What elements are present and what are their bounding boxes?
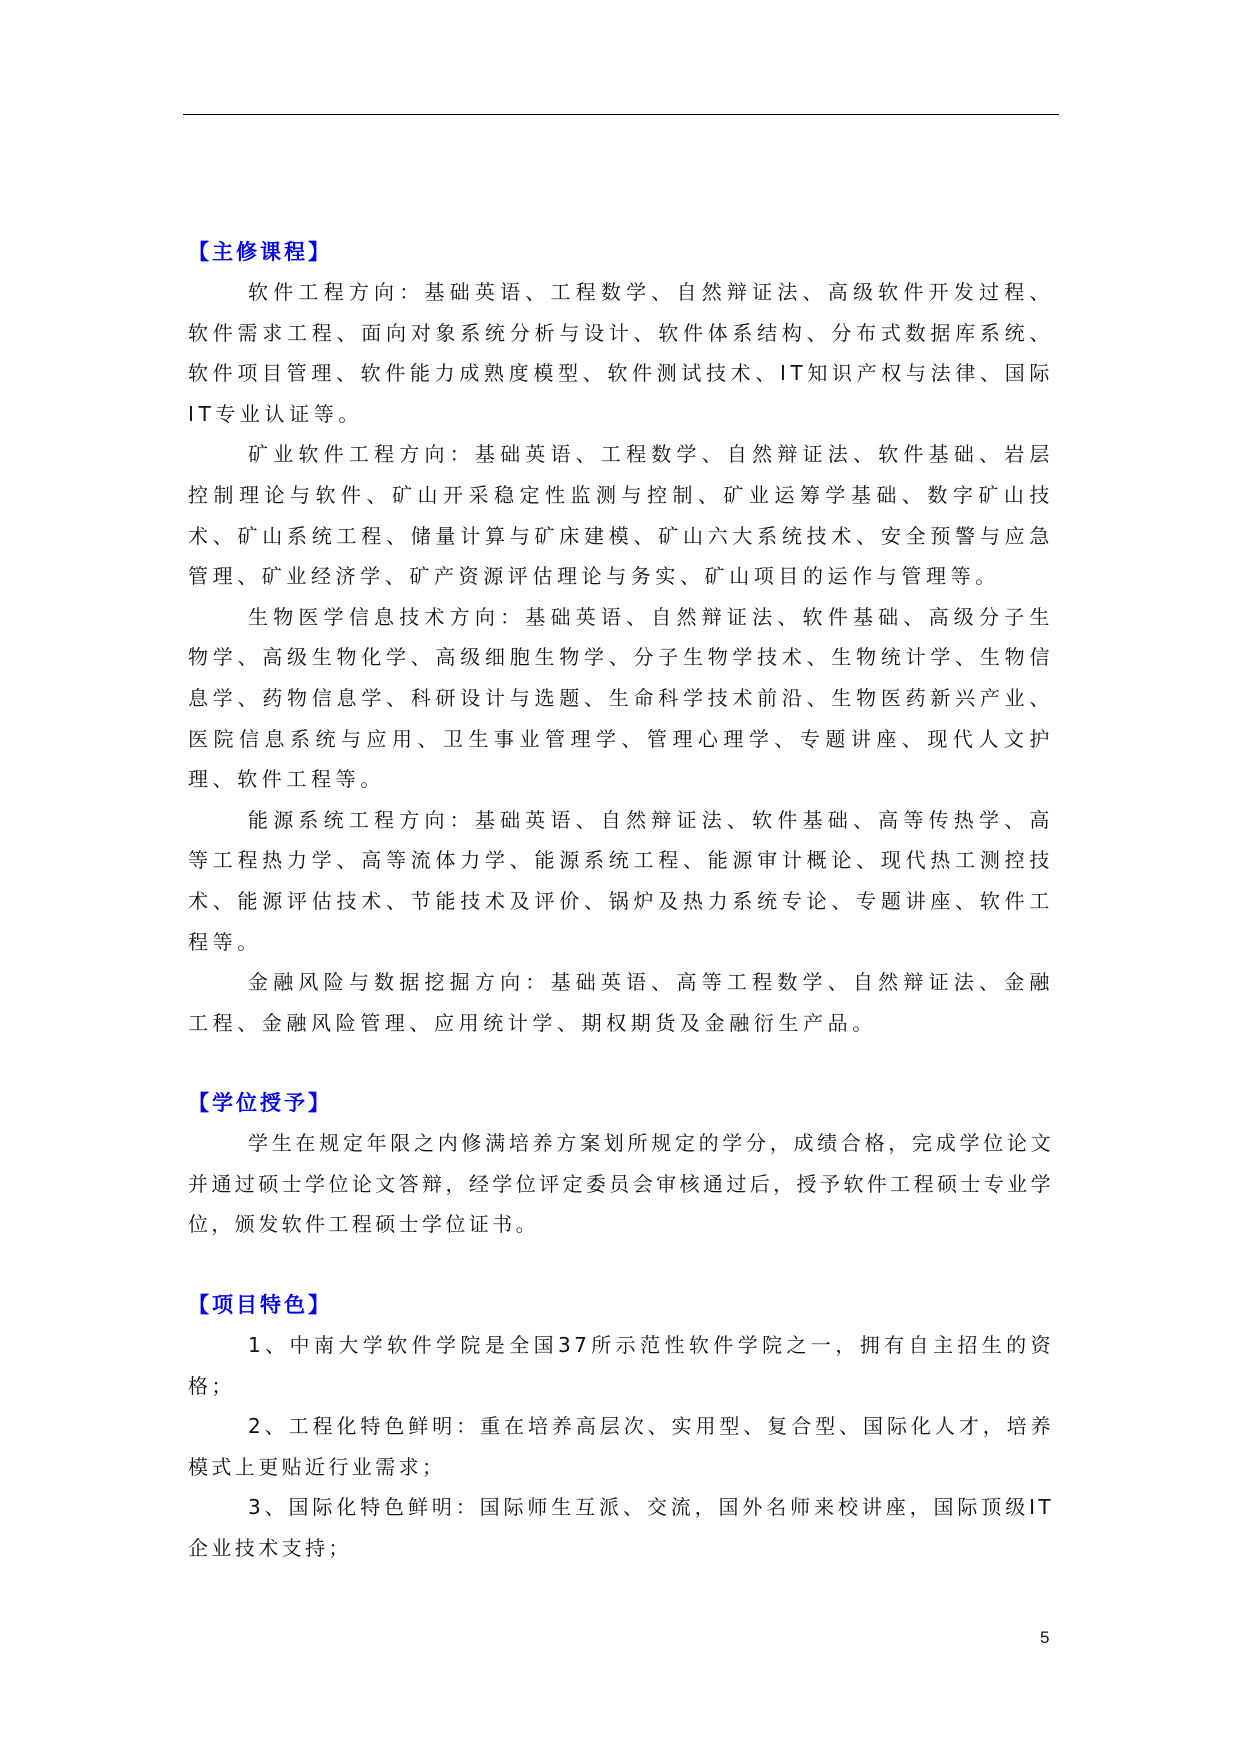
paragraph-feature-3: 3、国际化特色鲜明：国际师生互派、交流，国外名师来校讲座，国际顶级IT企业技术支持； [188, 1495, 1054, 1561]
paragraph-software-engineering: 软件工程方向：基础英语、工程数学、自然辩证法、高级软件开发过程、软件需求工程、面向对象系统分析与设计、软件体系结构、分布式数据库系统、软件项目管理、软件能力成熟度模型、软件测试技术、IT知识产权与法律、国际IT专业认证等。 [188, 280, 1054, 426]
paragraph-energy-systems: 能源系统工程方向：基础英语、自然辩证法、软件基础、高等传热学、高等工程热力学、高等流体力学、能源系统工程、能源审计概论、现代热工测控技术、能源评估技术、节能技术及评价、锅炉及热力系统专论、专题讲座、软件工程等。 [188, 807, 1054, 954]
page-number: 5 [1040, 1628, 1050, 1647]
section-heading-features: 【项目特色】 [188, 1293, 332, 1318]
section-features [188, 1285, 1054, 1569]
section-heading-degree: 【学位授予】 [188, 1091, 332, 1116]
header-rule [183, 114, 1059, 115]
paragraph-feature-1: 1、中南大学软件学院是全国37所示范性软件学院之一，拥有自主招生的资格； [188, 1333, 1054, 1398]
section-heading-major-courses: 【主修课程】 [188, 240, 332, 264]
page-content [188, 232, 1054, 1569]
paragraph-mining-software: 矿业软件工程方向：基础英语、工程数学、自然辩证法、软件基础、岩层控制理论与软件、矿山开采稳定性监测与控制、矿业运筹学基础、数字矿山技术、矿山系统工程、储量计算与矿床建模、矿山六大系统技术、安全预警与应急管理、矿业经济学、矿产资源评估理论与务实、矿山项目的运作与管理等。 [188, 442, 1054, 589]
section-degree [188, 1083, 1054, 1245]
paragraph-degree: 学生在规定年限之内修满培养方案划所规定的学分，成绩合格，完成学位论文并通过硕士学位论文答辩，经学位评定委员会审核通过后，授予软件工程硕士专业学位，颁发软件工程硕士学位证书。 [188, 1131, 1054, 1237]
paragraph-feature-2: 2、工程化特色鲜明：重在培养高层次、实用型、复合型、国际化人才，培养模式上更贴近行业需求； [188, 1414, 1054, 1479]
paragraph-biomedical-it: 生物医学信息技术方向：基础英语、自然辩证法、软件基础、高级分子生物学、高级生物化学、高级细胞生物学、分子生物学技术、生物统计学、生物信息学、药物信息学、科研设计与选题、生命科学技术前沿、生物医药新兴产业、医院信息系统与应用、卫生事业管理学、管理心理学、专题讲座、现代人文护理、软件工程等。 [188, 604, 1054, 792]
paragraph-financial-risk: 金融风险与数据挖掘方向：基础英语、高等工程数学、自然辩证法、金融工程、金融风险管理、应用统计学、期权期货及金融衍生产品。 [188, 970, 1054, 1035]
section-major-courses [188, 232, 1054, 1043]
